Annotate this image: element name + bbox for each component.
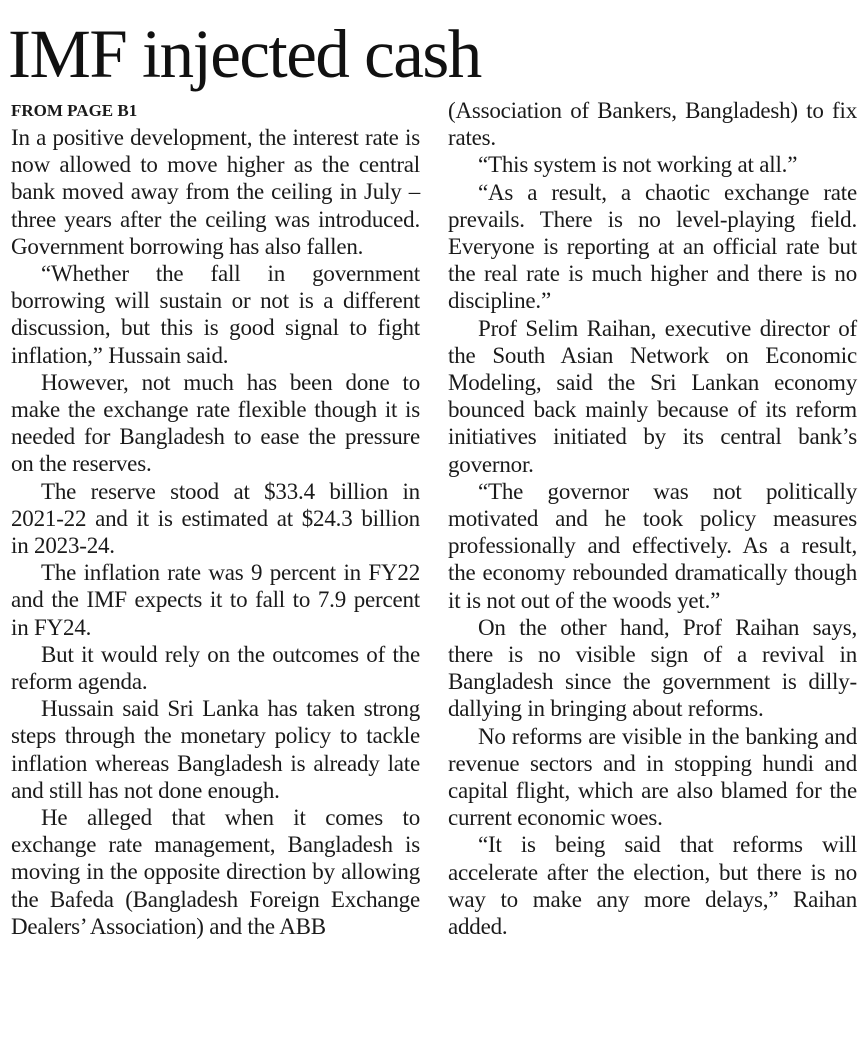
- paragraph: He alleged that when it comes to exchange rate management, Bangladesh is moving in the opposite direction by allowing the Bafeda (Bangladesh Foreign Exchange Dealers’ Association) and the ABB: [11, 805, 420, 939]
- paragraph: “Whether the fall in government borrowing will sustain or not is a different discussion, but this is good signal to fight inflation,” Hussain said.: [11, 261, 420, 368]
- paragraph: “This system is not working at all.”: [478, 152, 798, 178]
- paragraph: No reforms are visible in the banking and revenue sectors and in stopping hundi and capital flight, which are also blamed for the current economic woes.: [448, 723, 857, 831]
- paragraph: Hussain said Sri Lanka has taken strong steps through the monetary policy to tackle inflation whereas Bangladesh is already late and still has not done enough.: [11, 696, 420, 803]
- paragraph: “As a result, a chaotic exchange rate prevails. There is no level-playing field. Everyone is reporting at an official rate but the real rate is much higher and there is no discipline.”: [448, 179, 857, 314]
- jump-line: FROM PAGE B1: [11, 101, 138, 120]
- paragraph: But it would rely on the outcomes of the reform agenda.: [11, 641, 420, 695]
- paragraph: The reserve stood at $33.4 billion in 2021-22 and it is estimated at $24.3 billion in 2023-24.: [11, 478, 420, 559]
- paragraph: “It is being said that reforms will accelerate after the election, but there is no way to make any more delays,” Raihan added.: [448, 832, 857, 940]
- headline: IMF injected cash: [8, 16, 481, 92]
- paragraph: The inflation rate was 9 percent in FY22 and the IMF expects it to fall to 7.9 percent in FY24.: [11, 560, 420, 640]
- article-column-left: [11, 97, 420, 940]
- paragraph: On the other hand, Prof Raihan says, there is no visible sign of a revival in Bangladesh since the government is dilly-dallying in bringing about reforms.: [448, 614, 857, 722]
- paragraph: In a positive development, the interest rate is now allowed to move higher as the central bank moved away from the ceiling in July – three years after the ceiling was introduced. Government borrowing has also fallen.: [11, 125, 420, 259]
- article-column-right: [448, 97, 857, 940]
- paragraph: However, not much has been done to make the exchange rate flexible though it is needed for Bangladesh to ease the pressure on the reserves.: [11, 369, 420, 477]
- paragraph: Prof Selim Raihan, executive director of the South Asian Network on Economic Modeling, said the Sri Lankan economy bounced back mainly because of its reform initiatives initiated by its central bank’s governor.: [448, 315, 857, 477]
- paragraph-continued: (Association of Bankers, Bangladesh) to fix rates.: [448, 98, 857, 151]
- paragraph: “The governor was not politically motivated and he took policy measures professionally and effectively. As a result, the economy rebounded dramatically though it is not out of the woods yet.”: [448, 478, 857, 613]
